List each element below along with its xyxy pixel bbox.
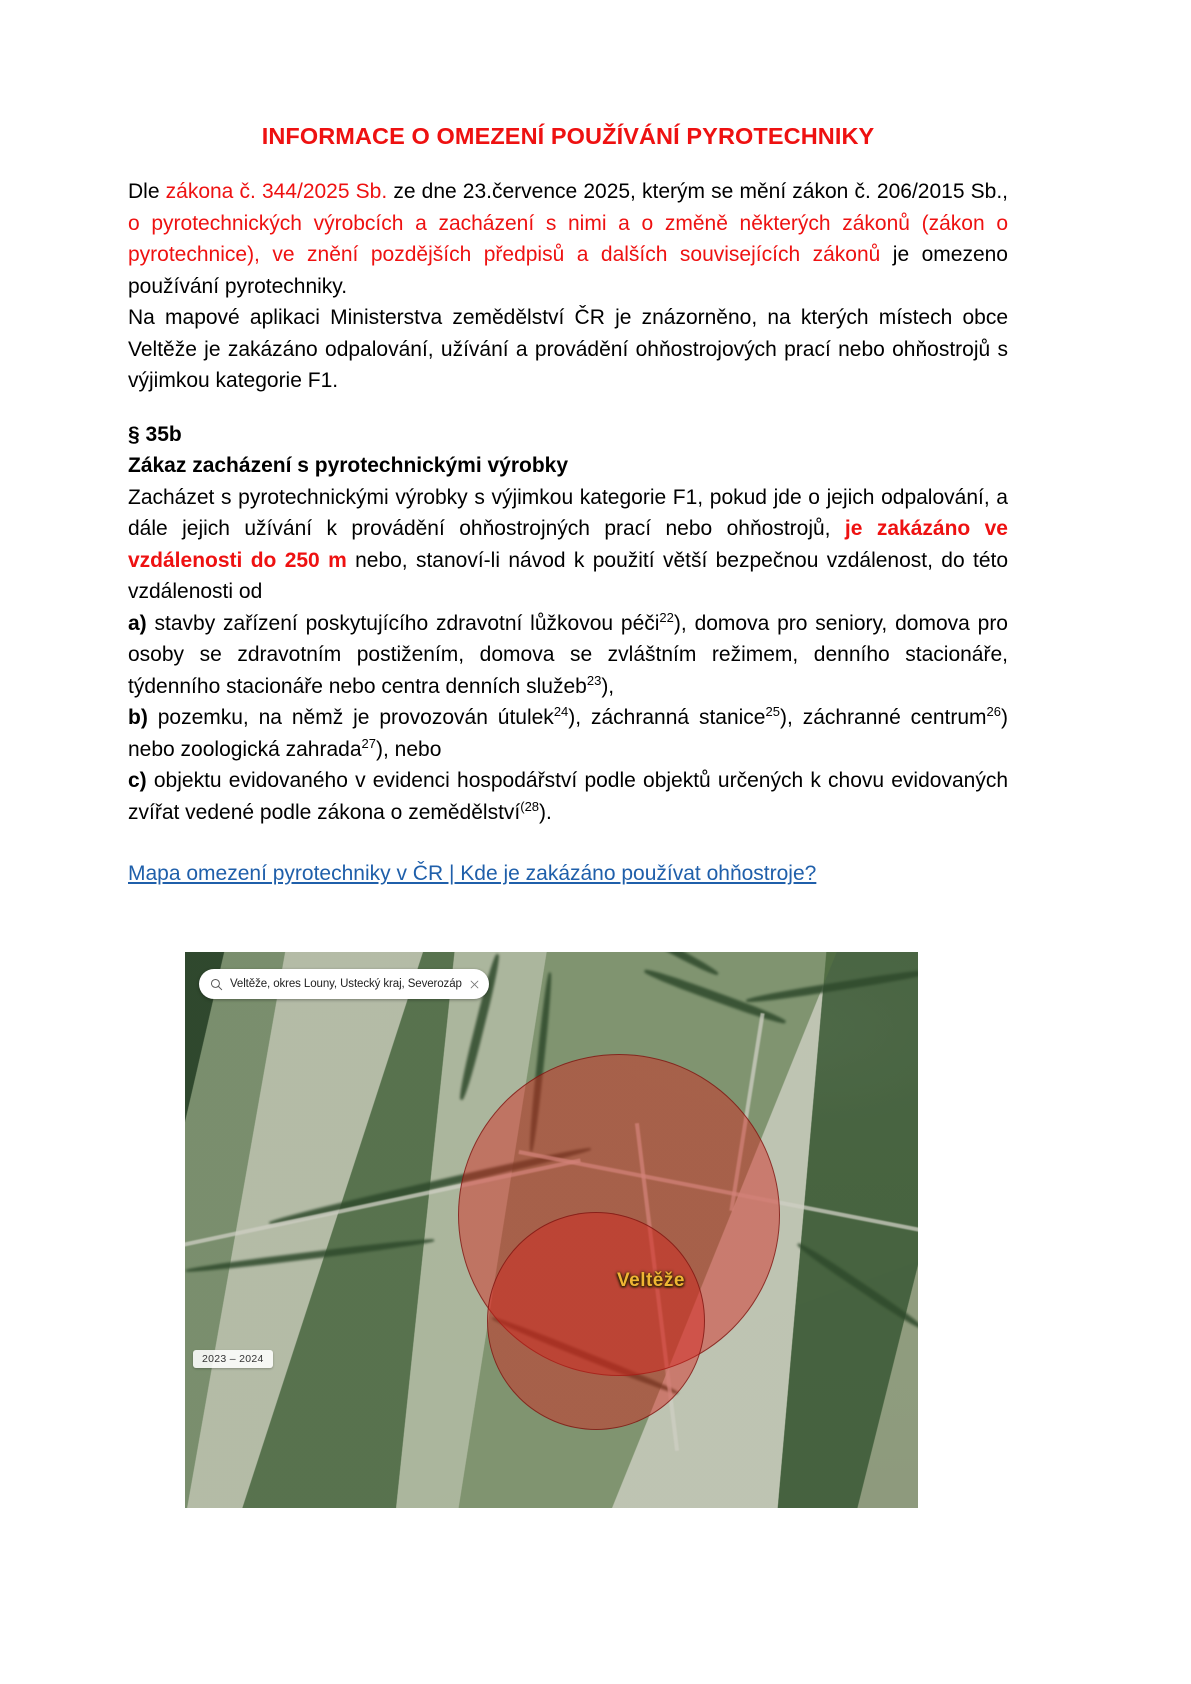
section-heading: Zákaz zacházení s pyrotechnickými výrobky (128, 454, 569, 478)
imagery-year-badge: 2023 – 2024 (193, 1350, 273, 1368)
close-icon[interactable] (469, 979, 480, 990)
page-title: INFORMACE O OMEZENÍ POUŽÍVÁNÍ PYROTECHNIKY (261, 123, 875, 149)
section-body-paragraph (128, 482, 1008, 608)
footnote-ref-24: 24 (553, 704, 569, 720)
intro-paragraph (128, 176, 1008, 302)
prohibition-distance: je zakázáno ve vzdálenosti do 250 m (128, 517, 1008, 572)
item-c-text-1: objektu evidovaného v evidenci hospodářství podle objektů určených k chovu evidovaných zvířat vedené podle zákona o zemědělství (128, 769, 1008, 824)
spacer (128, 397, 1008, 419)
item-c-text-2: ). (539, 800, 552, 824)
item-b-text-4: ) nebo zoologická zahrada (128, 706, 1008, 761)
footnote-ref-22: 22 (659, 609, 674, 625)
document-content (128, 122, 1008, 890)
intro-seg-5: je omezeno používání pyrotechniky. (128, 243, 1008, 298)
item-a-text-3: ), (601, 674, 615, 698)
intro-seg-1: Dle (128, 180, 166, 204)
footnote-ref-25: 25 (765, 704, 780, 720)
intro-seg-3: ze dne 23.července 2025, kterým se mění zákon č. 206/2015 Sb., (387, 180, 1008, 204)
footnote-ref-28: (28 (520, 798, 540, 814)
map-app-paragraph: Na mapové aplikaci Ministerstva zemědělství ČR je znázorněno, na kterých místech obce Veltěže je zakázáno odpalování, užívání a provádění ohňostrojových prací nebo ohňostrojů s výjimkou kategorie F1. (128, 306, 1008, 393)
item-marker-a: a) (128, 611, 147, 635)
item-a-text-1: stavby zařízení poskytujícího zdravotní lůžkovou péči (146, 611, 660, 635)
restriction-zone-south (487, 1212, 705, 1430)
item-b-text-3: ), záchranné centrum (779, 706, 987, 730)
list-item-b (128, 702, 1008, 765)
footnote-ref-26: 26 (986, 704, 1001, 720)
item-marker-c: c) (128, 769, 147, 793)
search-input[interactable]: Veltěže, okres Louny, Ústecký kraj, Severozáp (230, 978, 462, 990)
section-body-seg-3: nebo, stanoví-li návod k použití větší bezpečnou vzdálenost, do této vzdálenosti od (128, 548, 1009, 604)
section-number: § 35b (128, 422, 182, 446)
village-label: Veltěže (617, 1270, 685, 1291)
map-search-bar[interactable] (199, 969, 489, 999)
item-b-text-2: ), záchranná stanice (568, 706, 766, 730)
list-item-a (128, 608, 1008, 703)
footnote-ref-23: 23 (586, 672, 602, 688)
spacer (128, 828, 1008, 858)
item-marker-b: b) (128, 706, 148, 730)
footnote-ref-27: 27 (361, 735, 376, 751)
section-body-seg-1: Zacházet s pyrotechnickými výrobky s výjimkou kategorie F1, pokud jde o jejich odpalování, a dále jejich užívání k provádění ohňostrojných prací nebo ohňostrojů, (128, 485, 1008, 541)
intro-law-reference: zákona č. 344/2025 Sb. (165, 180, 388, 204)
map-screenshot (185, 952, 918, 1508)
item-b-text-5: ), nebo (376, 737, 442, 761)
list-item-c (128, 765, 1008, 828)
item-b-text-1: pozemku, na němž je provozován útulek (147, 706, 554, 730)
intro-law-title: o pyrotechnických výrobcích a zacházení s nimi a o změně některých zákonů (zákon o pyrotechnice), ve znění pozdějších předpisů a dalších souvisejících zákonů (128, 211, 1008, 267)
map-link[interactable]: Mapa omezení pyrotechniky v ČR | Kde je zakázáno používat ohňostroje? (128, 862, 817, 886)
item-a-text-2: ), domova pro seniory, domova pro osoby se zdravotním postižením, domova se zvláštním režimem, denního stacionáře, týdenního stacionáře nebo centra denních služeb (128, 611, 1008, 698)
search-icon (210, 978, 223, 991)
